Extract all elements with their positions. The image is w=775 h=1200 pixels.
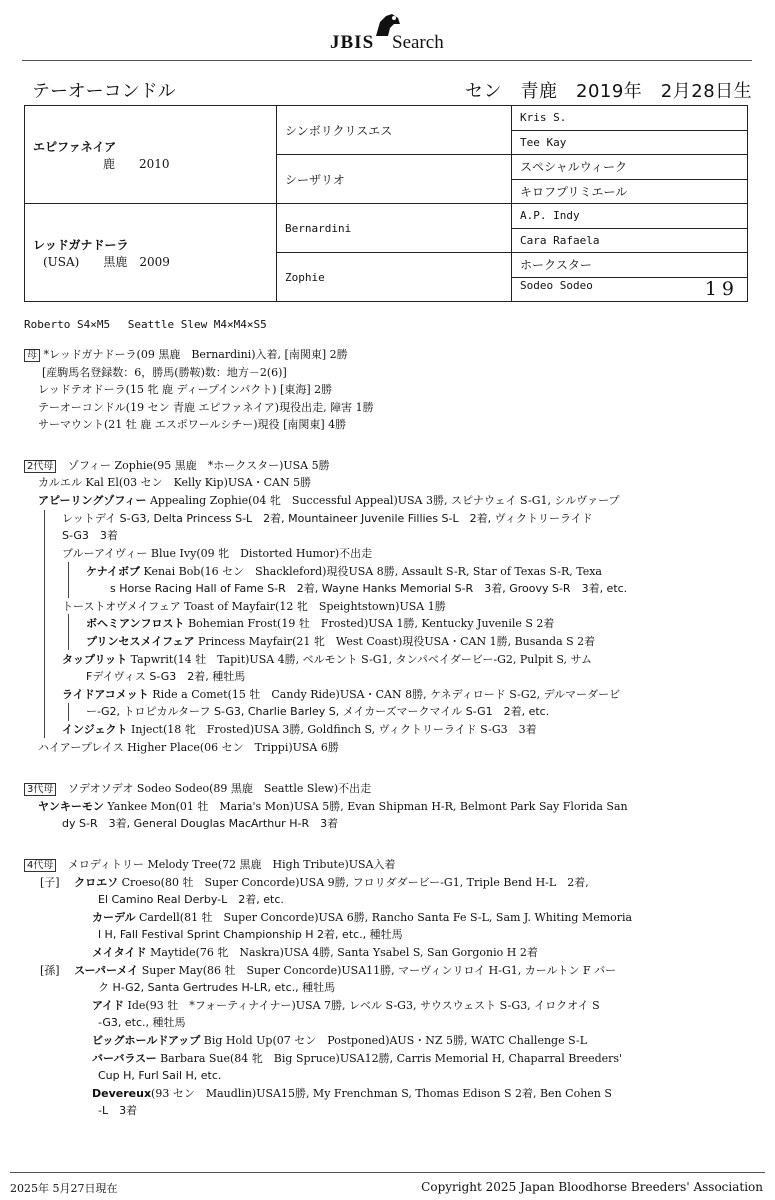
dam-dam-sire[interactable]: ホークスター bbox=[512, 253, 748, 278]
m4-line-g bbox=[40, 964, 616, 978]
m4-line-a bbox=[24, 858, 396, 872]
footer-copyright: Copyright 2025 Japan Bloodhorse Breeders' Association bbox=[421, 1180, 763, 1194]
dam-tag: 母 bbox=[24, 349, 40, 362]
fourth-dam-tag: 4代母 bbox=[24, 859, 56, 872]
dam-sire[interactable]: Bernardini bbox=[277, 204, 512, 253]
m4-n-name: Devereux bbox=[92, 1087, 152, 1100]
m3-line-c: dy S-R 3着, General Douglas MacArthur H-R 3着 bbox=[62, 817, 339, 830]
m2-p-text: Inject(18 牝 Frosted)USA 3勝, Goldfinch S, ヴィクトリーライド S-G3 3着 bbox=[131, 723, 537, 736]
dam-dam[interactable]: Zophie bbox=[277, 253, 512, 302]
tree-bar bbox=[44, 510, 45, 738]
m2-j-name: ボヘミアンフロスト bbox=[86, 617, 185, 630]
m4-i-text: Ide(93 牡 *フォーティナイナー)USA 7勝, レベル S-G3, サウスウェスト S-G3, イロクオイ S bbox=[127, 999, 600, 1012]
horse-name: テーオーコンドル bbox=[32, 81, 176, 102]
m2-line-h: s Horse Racing Hall of Fame S-R 2着, Wayne Hanks Memorial S-R 3着, Groovy S-R 3着, etc. bbox=[110, 582, 628, 595]
family-number: 19 bbox=[704, 278, 739, 301]
m4-d-name: カーデル bbox=[92, 911, 136, 924]
m2-line-l bbox=[62, 653, 592, 667]
m1-text-a: *レッドガナドーラ(09 黒鹿 Bernardini)入着, [南関東] 2勝 bbox=[43, 348, 348, 361]
m4-line-l bbox=[92, 1052, 622, 1066]
m2-j-text: Bohemian Frost(19 牡 Frosted)USA 1勝, Kentucky Juvenile S 2着 bbox=[188, 617, 555, 630]
m4-l-text: Barbara Sue(84 牝 Big Spruce)USA12勝, Carris Memorial H, Chaparral Breeders' bbox=[160, 1052, 623, 1065]
m2-line-i: トーストオヴメイフェア Toast of Mayfair(12 牝 Speightstown)USA 1勝 bbox=[62, 600, 446, 613]
m4-text-a: メロディトリー Melody Tree(72 黒鹿 High Tribute)USA入着 bbox=[67, 858, 396, 871]
m2-l-name: タップリット bbox=[62, 653, 128, 666]
m3-b-name: ヤンキーモン bbox=[38, 800, 104, 813]
m2-g-name: ケナイボブ bbox=[86, 565, 141, 578]
m2-line-f: ブルーアイヴィー Blue Ivy(09 牝 Distorted Humor)不出走 bbox=[62, 547, 373, 560]
sire-dam[interactable]: シーザリオ bbox=[277, 155, 512, 204]
pedigree-table bbox=[24, 105, 748, 302]
m2-line-e: S-G3 3着 bbox=[62, 529, 118, 542]
m4-line-i bbox=[92, 999, 600, 1013]
m2-text-a: ゾフィー Zophie(95 黒鹿 *ホークスター)USA 5勝 bbox=[67, 459, 330, 472]
m2-p-name: インジェクト bbox=[62, 723, 128, 736]
logo-search-text: Search bbox=[392, 32, 444, 53]
logo-jbis-text: JBIS bbox=[330, 32, 375, 53]
m4-line-j: -G3, etc., 種牡馬 bbox=[98, 1016, 186, 1029]
m2-line-c bbox=[38, 494, 620, 508]
m4-d-text: Cardell(81 牡 Super Concorde)USA 6勝, Rancho Santa Fe S-L, Sam J. Whiting Memoria bbox=[138, 911, 633, 924]
m2-line-n bbox=[62, 688, 620, 702]
m4-f-name: メイタイド bbox=[92, 946, 147, 959]
dam-name[interactable]: レッドガナドーラ bbox=[33, 237, 129, 252]
m2-line-b: カルエル Kal El(03 セン Kelly Kip)USA・CAN 5勝 bbox=[38, 476, 312, 489]
sire-sire-dam[interactable]: Tee Kay bbox=[512, 130, 748, 155]
tree-bar bbox=[68, 614, 69, 650]
m2-k-name: プリンセスメイフェア bbox=[86, 635, 195, 648]
m4-line-o: -L 3着 bbox=[98, 1104, 138, 1117]
m4-line-h: ク H-G2, Santa Gertrudes H-LR, etc., 種牡馬 bbox=[98, 981, 336, 994]
m4-b-text: Croeso(80 牡 Super Concorde)USA 9勝, フロリダダービー-G1, Triple Bend H-L 2着, bbox=[121, 876, 589, 889]
footer-date: 2025年 5月27日現在 bbox=[10, 1182, 118, 1195]
m3-b-text: Yankee Mon(01 牡 Maria's Mon)USA 5勝, Evan Shipman H-R, Belmont Park Say Florida San bbox=[107, 800, 628, 813]
third-dam-tag: 3代母 bbox=[24, 783, 56, 796]
m4-line-f bbox=[92, 946, 538, 960]
m2-c-text: Appealing Zophie(04 牝 Successful Appeal)USA 3勝, スピナウェイ S-G1, シルヴァープ bbox=[149, 494, 620, 507]
dam-sire-dam[interactable]: Cara Rafaela bbox=[512, 228, 748, 253]
dam-sire-sire[interactable]: A.P. Indy bbox=[512, 204, 748, 229]
m4-line-n bbox=[92, 1087, 612, 1101]
tree-bar bbox=[68, 562, 69, 598]
sire-dam-dam[interactable]: キロフプリミエール bbox=[512, 179, 748, 204]
m2-line-o: ー-G2, トロピカルターフ S-G3, Charlie Barley S, メイカーズマークマイル S-G1 2着, etc. bbox=[86, 705, 550, 718]
m4-g-text: Super May(86 牡 Super Concorde)USA11勝, マーヴィンリロイ H-G1, カールトン F バー bbox=[141, 964, 617, 977]
header-rule bbox=[22, 60, 752, 61]
dam-cell bbox=[25, 204, 277, 302]
m2-line-a bbox=[24, 459, 330, 473]
m1-line-d: テーオーコンドル(19 セン 青鹿 エピファネイア)現役出走, 障害 1勝 bbox=[38, 401, 374, 414]
dam-dam-dam[interactable]: Sodeo Sodeo bbox=[520, 279, 593, 293]
m4-g-name: スーパーメイ bbox=[74, 964, 139, 977]
m2-k-text: Princess Mayfair(21 牝 West Coast)現役USA・CAN 1勝, Busanda S 2着 bbox=[197, 635, 596, 648]
m2-line-j bbox=[86, 617, 554, 631]
sire-name[interactable]: エピファネイア bbox=[33, 139, 117, 154]
child-label: [子] bbox=[40, 876, 60, 889]
m4-k-name: ビッグホールドアップ bbox=[92, 1034, 201, 1047]
m4-line-m: Cup H, Furl Sail H, etc. bbox=[98, 1069, 222, 1082]
sire-sire[interactable]: シンボリクリスエス bbox=[277, 106, 512, 155]
m4-line-c: El Camino Real Derby-L 2着, etc. bbox=[98, 893, 284, 906]
m4-i-name: アイド bbox=[92, 999, 125, 1012]
m4-line-e: l H, Fall Festival Sprint Championship H 2着, etc., 種牡馬 bbox=[98, 928, 403, 941]
m4-l-name: バーバラスー bbox=[92, 1052, 157, 1065]
m2-line-d: レットデイ S-G3, Delta Princess S-L 2着, Mountaineer Juvenile Fillies S-L 2着, ヴィクトリーライド bbox=[62, 512, 593, 525]
m2-n-text: Ride a Comet(15 牡 Candy Ride)USA・CAN 8勝, ケネディロード S-G2, デルマーダービ bbox=[152, 688, 621, 701]
inbreeding-text: Roberto S4×M5 Seattle Slew M4×M4×S5 bbox=[24, 318, 267, 331]
dam-dam-dam-cell bbox=[512, 277, 748, 302]
m1-line-b: [産駒馬名登録数：6，勝馬(勝鞍)数：地方－2(6)] bbox=[42, 366, 287, 379]
m4-line-d bbox=[92, 911, 632, 925]
m1-line-e: サーマウント(21 牡 鹿 エスポワールシチー)現役 [南関東] 4勝 bbox=[38, 418, 347, 431]
sire-detail: 鹿 2010 bbox=[103, 156, 170, 171]
m2-c-name: アピーリングゾフィー bbox=[38, 494, 147, 507]
m2-line-q: ハイアープレイス Higher Place(06 セン Trippi)USA 6勝 bbox=[38, 741, 339, 754]
sire-sire-sire[interactable]: Kris S. bbox=[512, 106, 748, 131]
m2-l-text: Tapwrit(14 牡 Tapit)USA 4勝, ベルモント S-G1, タンパベイダービー-G2, Pulpit S, サム bbox=[130, 653, 592, 666]
sire-cell bbox=[25, 106, 277, 204]
m4-n-text: (93 セン Maudlin)USA15勝, My Frenchman S, Thomas Edison S 2着, Ben Cohen S bbox=[151, 1087, 612, 1100]
m2-line-p bbox=[62, 723, 537, 737]
sire-dam-sire[interactable]: スペシャルウィーク bbox=[512, 155, 748, 180]
m4-f-text: Maytide(76 牝 Naskra)USA 4勝, Santa Ysabel S, San Gorgonio H 2着 bbox=[150, 946, 538, 959]
m4-k-text: Big Hold Up(07 セン Postponed)AUS・NZ 5勝, WATC Challenge S-L bbox=[203, 1034, 588, 1047]
footer-rule bbox=[10, 1172, 765, 1173]
m4-line-b bbox=[40, 876, 589, 890]
tree-bar bbox=[68, 703, 69, 721]
m4-line-k bbox=[92, 1034, 587, 1048]
m3-line-b bbox=[38, 800, 628, 814]
m2-line-g bbox=[86, 565, 602, 579]
dam-detail: (USA) 黒鹿 2009 bbox=[43, 254, 170, 269]
grandchild-label: [孫] bbox=[40, 964, 60, 977]
m1-line-c: レッドテオドーラ(15 牝 鹿 ディープインパクト) [東海] 2勝 bbox=[38, 383, 333, 396]
m3-text-a: ソデオソデオ Sodeo Sodeo(89 黒鹿 Seattle Slew)不出走 bbox=[67, 782, 372, 795]
horse-info: セン 青鹿 2019年 2月28日生 bbox=[465, 81, 753, 102]
m2-g-text: Kenai Bob(16 セン Shackleford)現役USA 8勝, Assault S-R, Star of Texas S-R, Texa bbox=[143, 565, 602, 578]
m2-n-name: ライドアコメット bbox=[62, 688, 149, 701]
m2-line-m: Fデイヴィス S-G3 2着, 種牡馬 bbox=[86, 670, 246, 683]
m3-line-a bbox=[24, 782, 371, 796]
m2-line-k bbox=[86, 635, 595, 649]
second-dam-tag: 2代母 bbox=[24, 460, 56, 473]
jbis-search-logo[interactable] bbox=[330, 10, 460, 54]
m1-line-a bbox=[24, 348, 348, 362]
m4-b-name: クロエソ bbox=[74, 876, 119, 889]
